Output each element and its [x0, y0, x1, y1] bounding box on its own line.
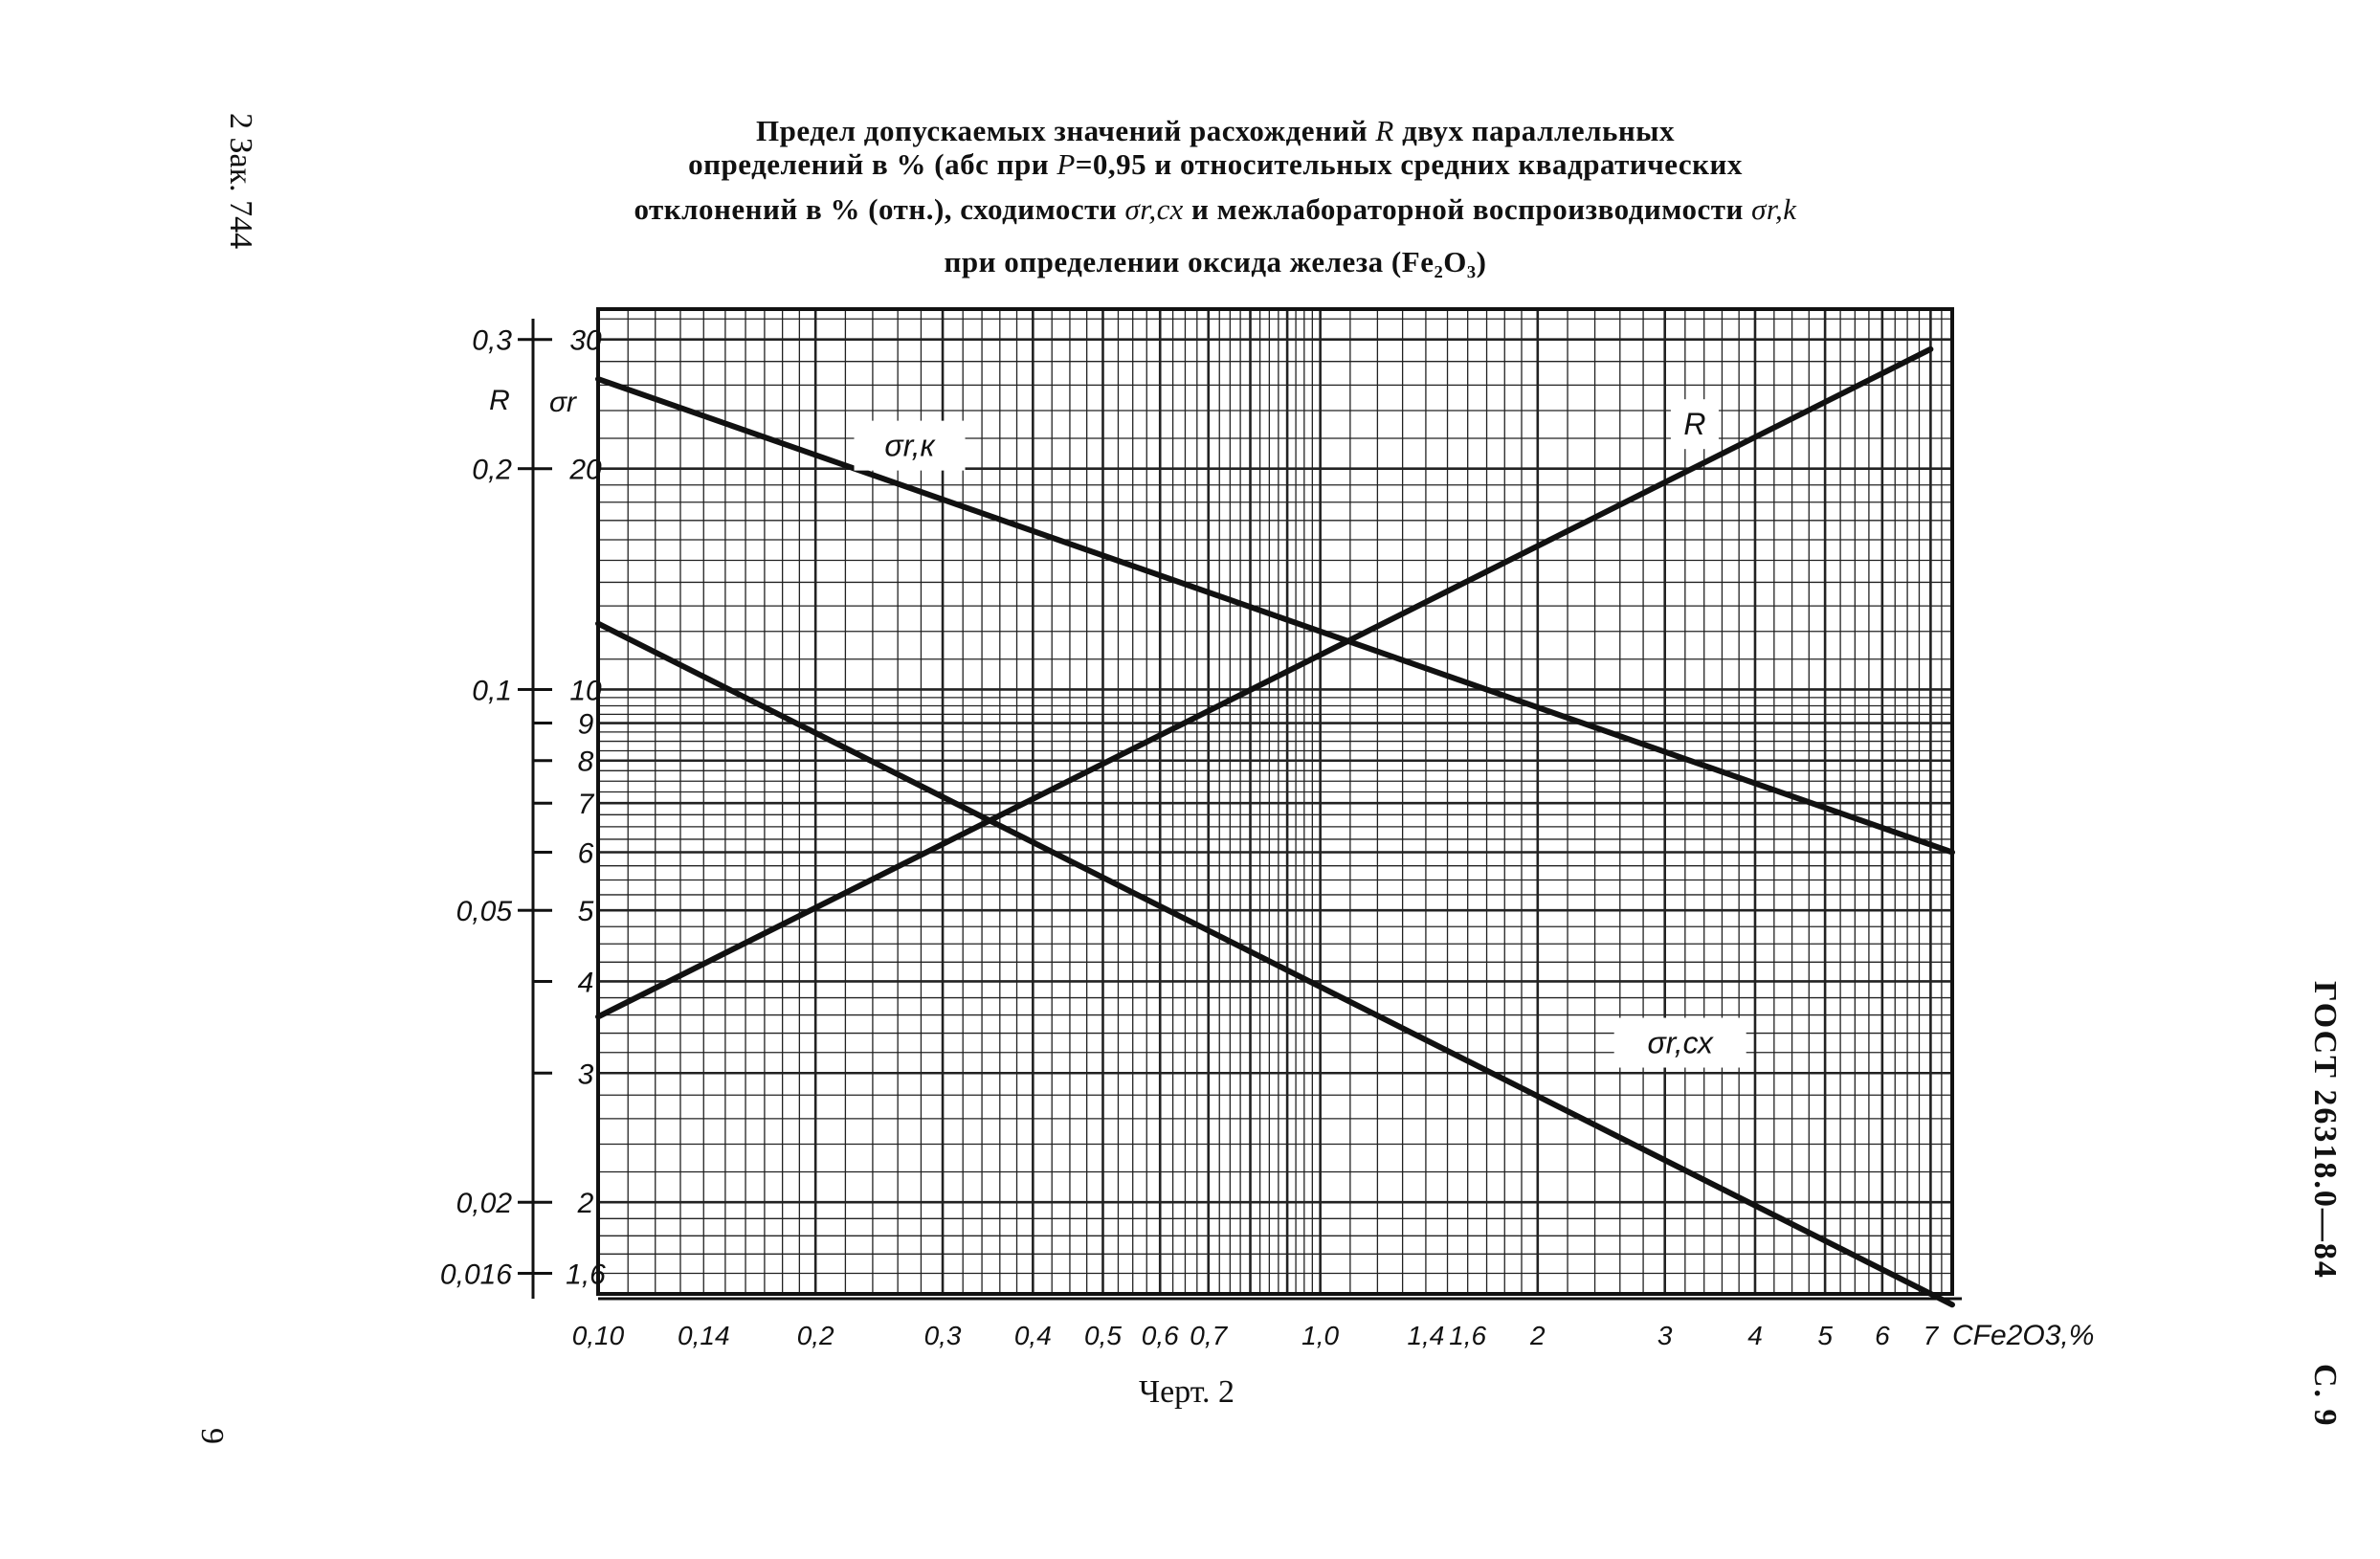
y-inner-tick-label: 6	[577, 837, 594, 870]
y-inner-tick-label: 30	[569, 324, 602, 357]
title-line-1-text-b: двух параллельных	[1402, 114, 1675, 147]
y-inner-tick-label: 8	[577, 746, 594, 778]
x-tick-label: 7	[1923, 1321, 1939, 1350]
x-tick-label: 1,6	[1449, 1321, 1487, 1350]
x-tick-label: 1,0	[1301, 1321, 1340, 1350]
x-tick-label: 0,3	[923, 1321, 962, 1350]
title-line-2-var: P	[1057, 147, 1076, 181]
y-outer-tick-label: 0,2	[472, 454, 512, 486]
x-tick-label: 1,4	[1407, 1321, 1445, 1350]
figure-caption: Черт. 2	[1138, 1374, 1235, 1410]
title-line-1-var: R	[1375, 114, 1394, 147]
side-note-right-page: С. 9	[2307, 1364, 2343, 1428]
title-line-3-var-2: σr,k	[1751, 192, 1797, 226]
x-axis-label: CFe2O3,%	[1952, 1320, 2095, 1351]
x-tick-label: 3	[1657, 1321, 1673, 1350]
x-tick-label: 0,6	[1141, 1321, 1179, 1350]
title-line-4-text: при определении оксида железа (Fe₂O₃)	[944, 245, 1487, 278]
y-inner-tick-label: 9	[577, 708, 594, 741]
y-inner-tick-label: 3	[577, 1058, 594, 1091]
y-outer-tick-label: 0,016	[439, 1258, 512, 1291]
side-note-left-top: 2 Зак. 744	[223, 113, 258, 250]
y-inner-tick-label: 5	[577, 896, 594, 928]
title-line-4	[411, 244, 2019, 280]
x-tick-label: 0,10	[571, 1321, 625, 1350]
series-label: σr,сх	[1647, 1025, 1713, 1060]
chart-labels	[440, 325, 2094, 1351]
plot-frame	[598, 309, 1952, 1294]
title-line-3-text-b: и межлабораторной воспроизводимости	[1190, 192, 1744, 226]
chart-grid	[598, 309, 1952, 1294]
y-inner-tick-label: 2	[577, 1188, 594, 1220]
y-outer-axis-label: R	[489, 385, 510, 416]
x-tick-label: 2	[1530, 1321, 1546, 1350]
y-outer-tick-label: 0,02	[456, 1188, 512, 1220]
y-inner-tick-label: 7	[577, 789, 594, 821]
y-inner-axis-label: σr	[548, 387, 577, 418]
y-inner-tick-label: 10	[569, 675, 602, 707]
series-label: R	[1683, 407, 1706, 442]
y-inner-tick-label: 1,6	[566, 1258, 606, 1291]
title-line-2-text-b: =0,95 и относительных средних квадратических	[1075, 147, 1743, 181]
title-line-3-text-a: отклонений в % (отн.), сходимости	[634, 192, 1118, 226]
y-outer-tick-label: 0,1	[472, 675, 512, 707]
x-tick-label: 0,7	[1190, 1321, 1228, 1350]
side-note-left-bottom: 9	[194, 1428, 230, 1444]
title-line-2-text-a: определений в % (абс при	[688, 147, 1050, 181]
y-outer-tick-label: 0,05	[456, 896, 512, 928]
title-line-1-text-a: Предел допускаемых значений расхождений	[756, 114, 1368, 147]
x-tick-label: 0,2	[796, 1321, 834, 1350]
x-tick-label: 0,14	[678, 1321, 730, 1350]
x-tick-label: 4	[1747, 1321, 1763, 1350]
y-outer-tick-label: 0,3	[472, 324, 512, 357]
title-line-1	[411, 113, 2019, 149]
title-line-3	[411, 191, 2019, 228]
y-inner-tick-label: 20	[569, 454, 602, 486]
x-tick-label: 5	[1817, 1321, 1833, 1350]
y-inner-tick-label: 4	[577, 967, 594, 999]
title-line-3-var-1: σr,сх	[1124, 192, 1184, 226]
side-note-right-standard: ГОСТ 26318.0—84	[2307, 981, 2343, 1280]
series-label: σr,к	[884, 428, 935, 463]
x-tick-label: 0,4	[1013, 1321, 1052, 1350]
x-tick-label: 0,5	[1084, 1321, 1122, 1350]
title-line-2	[411, 146, 2019, 183]
x-tick-label: 6	[1875, 1321, 1890, 1350]
